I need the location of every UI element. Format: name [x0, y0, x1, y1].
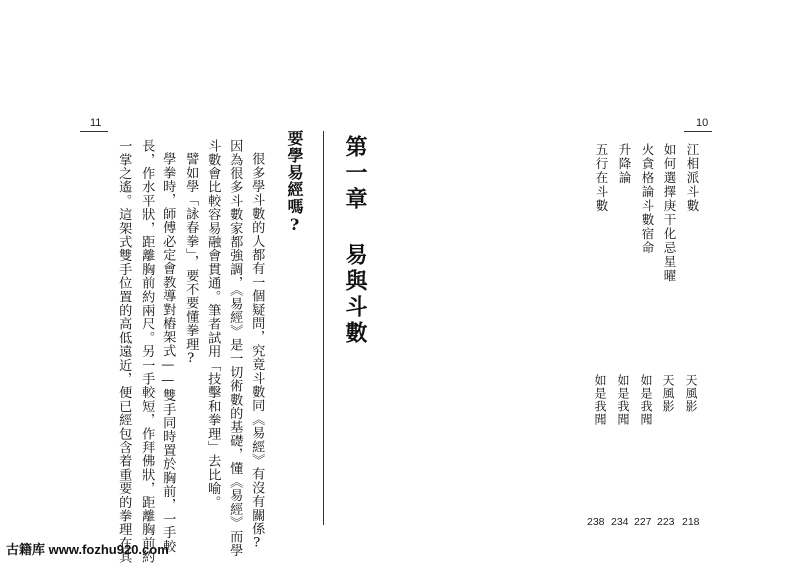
toc-item-title: 升降論: [617, 143, 632, 185]
toc-item-author: 如是我聞: [616, 374, 630, 426]
toc-item-page: 223: [657, 516, 675, 528]
toc-item-author: 天風影: [684, 374, 698, 413]
toc-item-page: 218: [682, 516, 700, 528]
left-header-rule: [80, 131, 108, 132]
toc-item-author: 天風影: [661, 374, 675, 413]
toc-item-page: 227: [634, 516, 652, 528]
toc-item-author: 如是我聞: [593, 374, 607, 426]
toc-item-page: 238: [587, 516, 605, 528]
toc-item-title: 如何選擇庚干化忌星曜: [662, 143, 677, 283]
toc-item-author: 如是我聞: [639, 374, 653, 426]
body-line-6: 長，作水平狀，距離胸前約兩尺。另一手較短，作拜佛狀，距離胸前約: [139, 139, 155, 564]
section-title: 要學易經嗎?: [285, 130, 304, 235]
toc-item-title: 五行在斗數: [594, 143, 609, 213]
body-line-5: 學拳時，師傅必定會教導對樁架式——雙手同時置於胸前，一手較: [160, 152, 176, 553]
body-line-7: 一掌之遙。這架式雙手位置的高低遠近，便已經包含着重要的拳理在其: [116, 139, 132, 564]
toc-item-page: 234: [611, 516, 629, 528]
toc-item-title: 江相派斗數: [685, 143, 700, 213]
right-page-number: 10: [696, 117, 709, 129]
body-line-4: 譬如學「詠春拳」，要不要懂拳理?: [183, 152, 199, 367]
right-header-rule: [684, 131, 712, 132]
chapter-title: 第一章 易與斗數: [342, 135, 368, 347]
toc-item-title: 火貪格論斗數宿命: [640, 143, 655, 255]
page-divider-rule: [323, 131, 324, 525]
footer-watermark: 古籍库 www.fozhu920.com: [6, 542, 169, 557]
body-line-1: 很多學斗數的人都有一個疑問，究竟斗數同《易經》有沒有關係?: [249, 152, 265, 552]
body-line-3: 斗數會比較容易融會貫通。筆者試用「技擊和拳理」去比喻。: [205, 139, 221, 509]
body-line-2: 因為很多斗數家都強調，《易經》是一切術數的基礎，懂《易經》而學: [227, 139, 243, 558]
left-page-number: 11: [90, 117, 102, 129]
